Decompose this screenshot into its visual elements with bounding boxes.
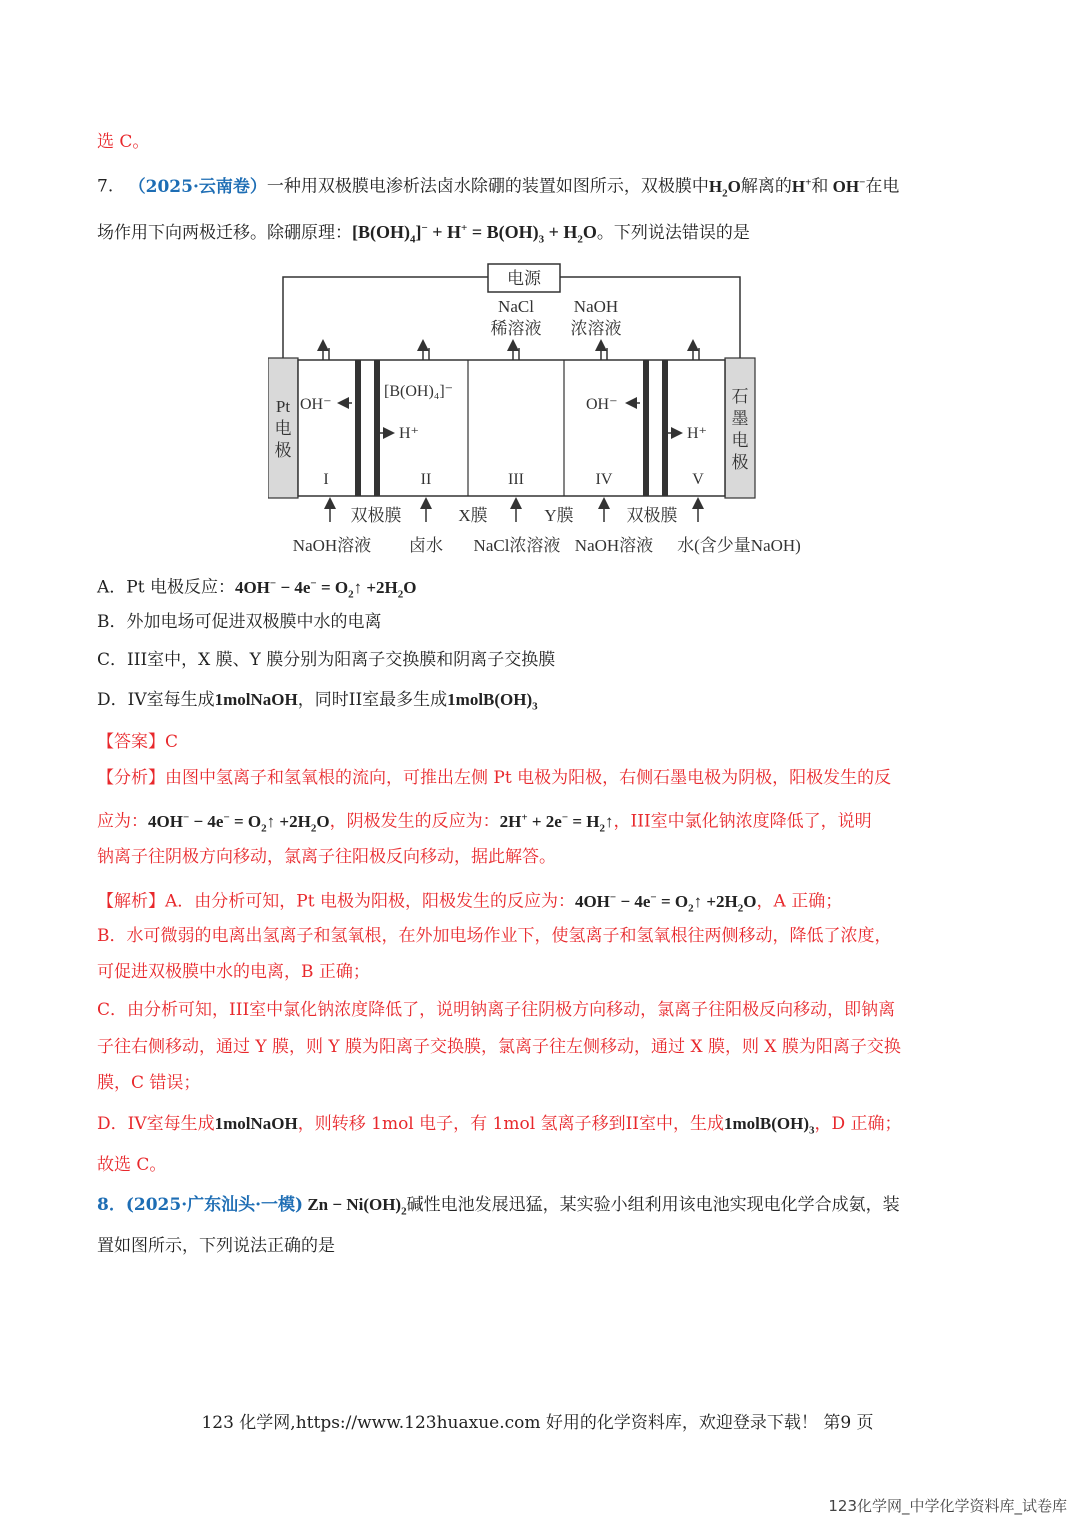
bipolar-membrane-right-a <box>643 360 649 496</box>
room-I: I <box>323 471 329 488</box>
question-7-line-1 <box>97 170 899 205</box>
graphite-label-2: 墨 <box>731 409 749 428</box>
question-source: （2025·云南卷） <box>128 176 267 197</box>
formula-anode: $4OH^- - 4e^- = O_2↑ +2H_2O$ <box>148 811 330 835</box>
option-c: C．III室中，X 膜、Y 膜分别为阳离子交换膜和阴离子交换膜 <box>97 650 556 670</box>
membrane-label-bipolar-right: 双极膜 <box>626 506 678 525</box>
membrane-label-x: X膜 <box>458 506 488 525</box>
solution-c-3: 膜，C 错误； <box>97 1073 201 1093</box>
formula-boron-eq: $[B(OH)_4]^- + H^+ = B(OH)_3 + H_2O$ <box>352 222 597 246</box>
h-label-left: H⁺ <box>399 425 419 442</box>
solution-c-1: C．由分析可知，III室中氯化钠浓度降低了，说明钠离子往阴极方向移动，氯离子往阳极反向移动，即钠离 <box>97 1000 896 1020</box>
input-water: 水(含少量NaOH) <box>677 536 801 555</box>
nacl-dilute-label-2: 稀溶液 <box>490 319 542 338</box>
analysis-text: ，阴极发生的反应为： <box>329 811 500 832</box>
room-III: III <box>508 471 524 488</box>
solution-b-2: 可促进双极膜中水的电离，B 正确； <box>97 962 370 982</box>
input-nacl-conc: NaCl浓溶液 <box>473 536 561 555</box>
input-naoh-right: NaOH溶液 <box>574 536 654 555</box>
graphite-label-3: 电 <box>731 431 749 450</box>
analysis-text: 应为： <box>97 811 148 832</box>
analysis-line-1: 【分析】由图中氢离子和氢氧根的流向，可推出左侧 Pt 电极为阳极，右侧石墨电极为阴极，阳极发生的反 <box>97 768 892 788</box>
option-b: B．外加电场可促进双极膜中水的电离 <box>97 612 382 632</box>
room-II: II <box>420 471 432 488</box>
option-text: ，同时II室最多生成 <box>297 690 448 710</box>
option-a <box>97 571 417 606</box>
solution-text: ，D 正确； <box>814 1114 902 1134</box>
formula-zn-ni: $Zn - Ni(OH)_2$ <box>303 1195 407 1218</box>
question-8-line-2: 置如图所示，下列说法正确的是 <box>97 1236 335 1256</box>
formula-cathode: $2H^+ + 2e^- = H_2↑$ <box>499 811 614 835</box>
solution-text: ，A 正确； <box>756 891 843 912</box>
formula-boh3: $1molB(OH)_3$ <box>724 1114 815 1137</box>
solution-text: ，则转移 1mol 电子，有 1mol 氢离子移到II室中，生成 <box>297 1114 724 1134</box>
line-conclusion-prev: 选 C。 <box>97 132 150 152</box>
question-text: 在电 <box>865 176 900 197</box>
membrane-label-bipolar-left: 双极膜 <box>350 506 402 525</box>
question-text: 解离的 <box>740 176 792 197</box>
input-brine: 卤水 <box>409 536 443 555</box>
formula-anode: $4OH^- - 4e^- = O_2↑ +2H_2O$ <box>574 891 757 915</box>
solution-line-1 <box>97 885 842 920</box>
room-V: V <box>692 471 704 488</box>
solution-end: 故选 C。 <box>97 1155 167 1175</box>
formula-h2o: $H_2O$ <box>708 176 741 200</box>
membrane-label-y: Y膜 <box>544 506 574 525</box>
question-source: (2025·广东汕头·一模) <box>125 1195 304 1215</box>
pt-electrode-label-3: 极 <box>274 441 292 460</box>
h-label-right: H⁺ <box>687 425 707 442</box>
solution-text: 【解析】A．由分析可知，Pt 电极为阳极，阳极发生的反应为： <box>97 891 575 912</box>
formula-boh3: $1molB(OH)_3$ <box>447 690 538 713</box>
formula-hplus: H+ <box>791 176 812 196</box>
analysis-text: ，III室中氯化钠浓度降低了，说明 <box>613 811 872 832</box>
naoh-conc-label: NaOH <box>573 297 619 316</box>
pt-electrode-label-2: 电 <box>274 419 292 438</box>
bipolar-membrane-right-b <box>662 360 668 496</box>
formula-anode: $4OH^- - 4e^- = O_2↑ +2H_2O$ <box>234 577 417 601</box>
question-text: 一种用双极膜电渗析法卤水除硼的装置如图所示，双极膜中 <box>266 176 709 197</box>
question-number: 7. <box>97 176 114 197</box>
question-text: 场作用下向两极迁移。除硼原理： <box>97 223 352 243</box>
graphite-label-1: 石 <box>731 387 749 406</box>
graphite-label-4: 极 <box>731 453 749 472</box>
option-label: A．Pt 电极反应： <box>97 577 235 598</box>
analysis-line-3: 钠离子往阴极方向移动，氯离子往阳极反向移动，据此解答。 <box>97 847 556 867</box>
answer-line: 【答案】C <box>97 732 179 752</box>
formula-ohminus: OH− <box>828 176 866 196</box>
oh-label-right: OH⁻ <box>586 396 618 413</box>
solution-text: D．IV室每生成 <box>97 1114 215 1134</box>
option-text: D．IV室每生成 <box>97 690 215 710</box>
bipolar-membrane-left-a <box>355 360 361 496</box>
electrodialysis-diagram <box>268 262 813 558</box>
pt-electrode-label-1: Pt <box>275 397 291 416</box>
question-8-line-1 <box>97 1193 900 1223</box>
solution-b-1: B．水可微弱的电离出氢离子和氢氧根，在外加电场作业下，使氢离子和氢氧根往两侧移动，降低了浓度， <box>97 926 892 946</box>
solution-c-2: 子往右侧移动，通过 Y 膜，则 Y 膜为阳离子交换膜，氯离子往左侧移动，通过 X 膜，则 X 膜为阳离子交换 <box>97 1037 901 1057</box>
question-text: 碱性电池发展迅猛，某实验小组利用该电池实现电化学合成氨，装 <box>406 1195 900 1215</box>
bipolar-membrane-left-b <box>374 360 380 496</box>
power-label: 电源 <box>507 269 541 288</box>
nacl-dilute-label: NaCl <box>498 297 534 316</box>
question-7-line-2 <box>97 216 750 252</box>
analysis-line-2 <box>97 805 872 840</box>
option-d <box>97 688 538 718</box>
watermark: 123化学网_中学化学资料库_试卷库 <box>828 1497 1067 1515</box>
question-text: 和 <box>811 176 829 197</box>
input-naoh-left: NaOH溶液 <box>292 536 372 555</box>
solution-d <box>97 1112 902 1142</box>
naoh-conc-label-2: 浓溶液 <box>570 319 622 338</box>
formula-naoh: 1molNaOH <box>214 690 298 709</box>
formula-naoh: 1molNaOH <box>214 1114 298 1133</box>
question-text: 。下列说法错误的是 <box>596 223 750 243</box>
page-footer: 123 化学网,https://www.123huaxue.com 好用的化学资料库，欢迎登录下载！ 第9 页 <box>201 1413 874 1433</box>
oh-label-left: OH⁻ <box>300 396 332 413</box>
boh4-label: [B(OH)₄]⁻ <box>384 383 454 400</box>
room-IV: IV <box>595 471 613 488</box>
question-number: 8． <box>97 1195 126 1215</box>
outlet-arrows <box>323 342 699 360</box>
graphite-electrode <box>725 358 755 498</box>
